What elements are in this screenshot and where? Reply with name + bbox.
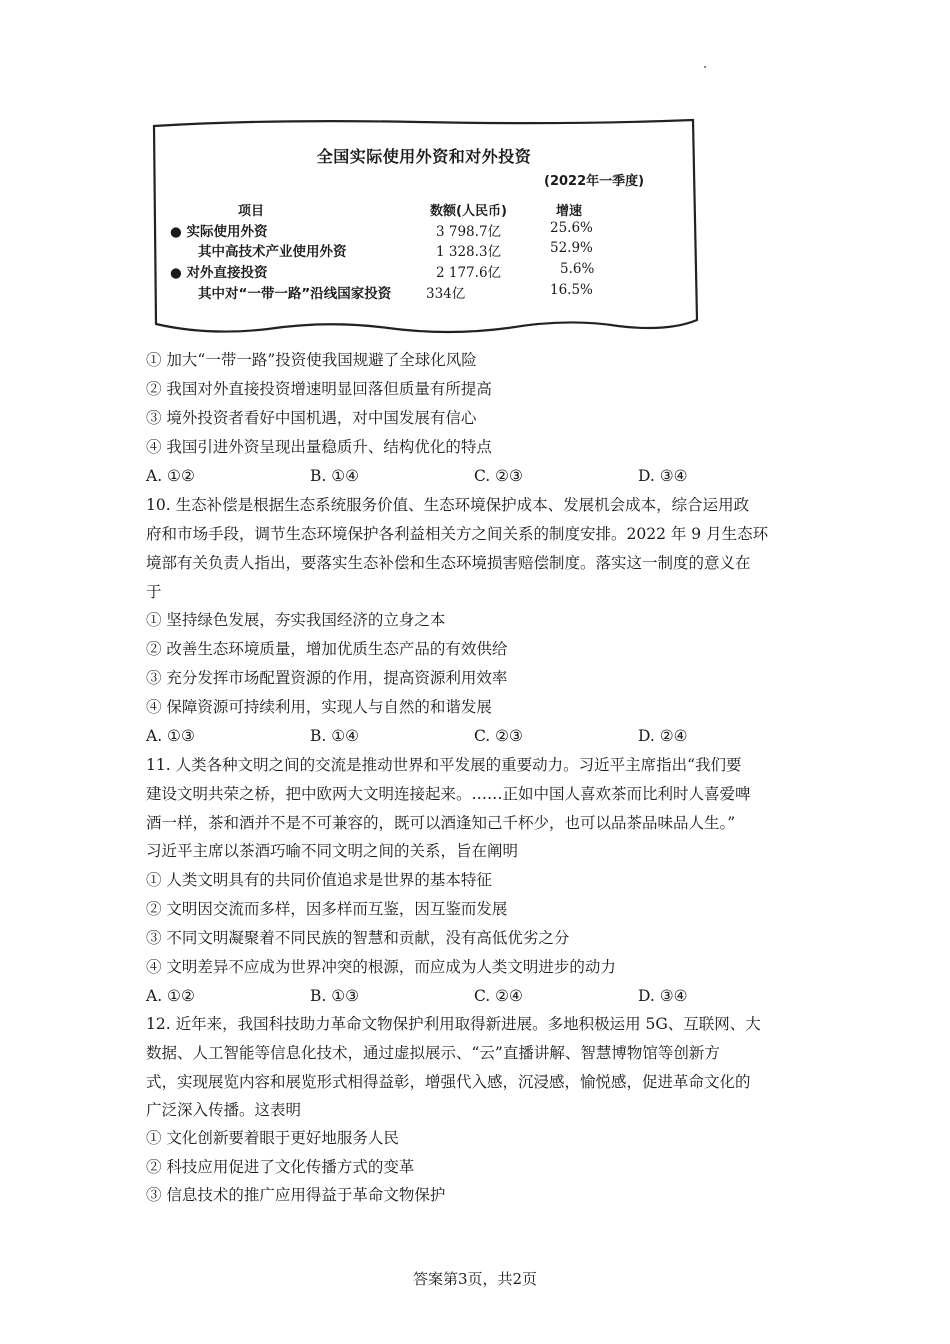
header-growth: 增速 (556, 204, 583, 219)
table-row (148, 220, 700, 240)
q10-stem-line: 府和市场手段，调节生态环境保护各利益相关方之间关系的制度安排。2022 年 9 月生态环 (146, 525, 769, 543)
q10-stem-line: 10. 生态补偿是根据生态系统服务价值、生态环境保护成本、发展机会成本，综合运用政 (146, 496, 750, 514)
q11-stem-line: 习近平主席以茶酒巧喻不同文明之间的关系，旨在阐明 (146, 842, 519, 860)
q12-statement: ① 文化创新要着眼于更好地服务人民 (146, 1129, 399, 1147)
row-amount: 334亿 (426, 286, 466, 302)
header-amount: 数额(人民币) (430, 204, 507, 219)
q9-statement: ① 加大“一带一路”投资使我国规避了全球化风险 (146, 351, 477, 369)
q12-statement: ② 科技应用促进了文化传播方式的变革 (146, 1158, 415, 1176)
q11-options (146, 986, 746, 1006)
page-footer: 答案第3页，共2页 (412, 1270, 538, 1288)
q11-stem-line: 11. 人类各种文明之间的交流是推动世界和平发展的重要动力。习近平主席指出“我们要 (146, 756, 742, 774)
option-d: D. ③④ (638, 987, 688, 1005)
q9-options (146, 466, 746, 486)
option-b: B. ①④ (310, 467, 360, 485)
row-growth: 16.5% (550, 282, 593, 298)
table-row (148, 240, 700, 260)
row-amount: 3 798.7亿 (436, 224, 502, 240)
option-c: C. ②③ (474, 727, 523, 745)
option-a: A. ①③ (146, 727, 195, 745)
row-growth: 25.6% (550, 220, 593, 236)
option-b: B. ①③ (310, 987, 360, 1005)
q10-stem-line: 境部有关负责人指出，要落实生态补偿和生态环境损害赔偿制度。落实这一制度的意义在 (146, 554, 751, 572)
row-growth: 5.6% (560, 261, 595, 277)
row-amount: 1 328.3亿 (436, 244, 502, 260)
row-label: 其中高技术产业使用外资 (198, 244, 347, 260)
row-label: 其中对“一带一路”沿线国家投资 (198, 286, 392, 302)
q11-stem-line: 酒一样，茶和酒并不是不可兼容的，既可以酒逢知己千杯少，也可以品茶品味品人生。” (146, 814, 736, 832)
q11-statement: ④ 文明差异不应成为世界冲突的根源，而应成为人类文明进步的动力 (146, 958, 616, 976)
header-item: 项目 (238, 204, 265, 219)
row-amount: 2 177.6亿 (436, 265, 502, 281)
table-row (148, 261, 700, 281)
q10-stem-line: 于 (146, 583, 162, 601)
row-growth: 52.9% (550, 240, 593, 256)
q10-statement: ④ 保障资源可持续利用，实现人与自然的和谐发展 (146, 698, 492, 716)
row-label: ● 实际使用外资 (170, 224, 268, 240)
table-row (148, 282, 700, 302)
q11-statement: ③ 不同文明凝聚着不同民族的智慧和贡献，没有高低优劣之分 (146, 929, 570, 947)
row-label: ● 对外直接投资 (170, 265, 268, 281)
figure-title: 全国实际使用外资和对外投资 (316, 147, 532, 166)
scan-speck (704, 66, 706, 68)
q12-stem-line: 12. 近年来，我国科技助力革命文物保护利用取得新进展。多地积极运用 5G、互联网、大 (146, 1015, 761, 1033)
figure-period: (2022年一季度) (544, 174, 645, 189)
option-b: B. ①④ (310, 727, 360, 745)
q11-statement: ① 人类文明具有的共同价值追求是世界的基本特征 (146, 871, 492, 889)
q9-statement: ② 我国对外直接投资增速明显回落但质量有所提高 (146, 380, 492, 398)
option-d: D. ②④ (638, 727, 688, 745)
option-c: C. ②③ (474, 467, 523, 485)
q12-stem-line: 广泛深入传播。这表明 (146, 1101, 302, 1119)
q10-statement: ③ 充分发挥市场配置资源的作用，提高资源利用效率 (146, 669, 508, 687)
option-a: A. ①② (146, 467, 195, 485)
option-c: C. ②④ (474, 987, 523, 1005)
option-a: A. ①② (146, 987, 195, 1005)
q12-stem-line: 数据、人工智能等信息化技术，通过虚拟展示、“云”直播讲解、智慧博物馆等创新方 (146, 1044, 720, 1062)
q12-stem-line: 式，实现展览内容和展览形式相得益彰，增强代入感，沉浸感，愉悦感，促进革命文化的 (146, 1073, 751, 1091)
q10-statement: ① 坚持绿色发展，夯实我国经济的立身之本 (146, 611, 446, 629)
q10-statement: ② 改善生态环境质量，增加优质生态产品的有效供给 (146, 640, 508, 658)
q10-options (146, 726, 746, 746)
investment-table-figure (148, 116, 700, 338)
q9-statement: ③ 境外投资者看好中国机遇，对中国发展有信心 (146, 409, 477, 427)
q11-stem-line: 建设文明共荣之桥，把中欧两大文明连接起来。……正如中国人喜欢茶而比利时人喜爱啤 (146, 785, 751, 803)
q11-statement: ② 文明因交流而多样，因多样而互鉴，因互鉴而发展 (146, 900, 508, 918)
q9-statement: ④ 我国引进外资呈现出量稳质升、结构优化的特点 (146, 438, 492, 456)
option-d: D. ③④ (638, 467, 688, 485)
q12-statement: ③ 信息技术的推广应用得益于革命文物保护 (146, 1186, 446, 1204)
